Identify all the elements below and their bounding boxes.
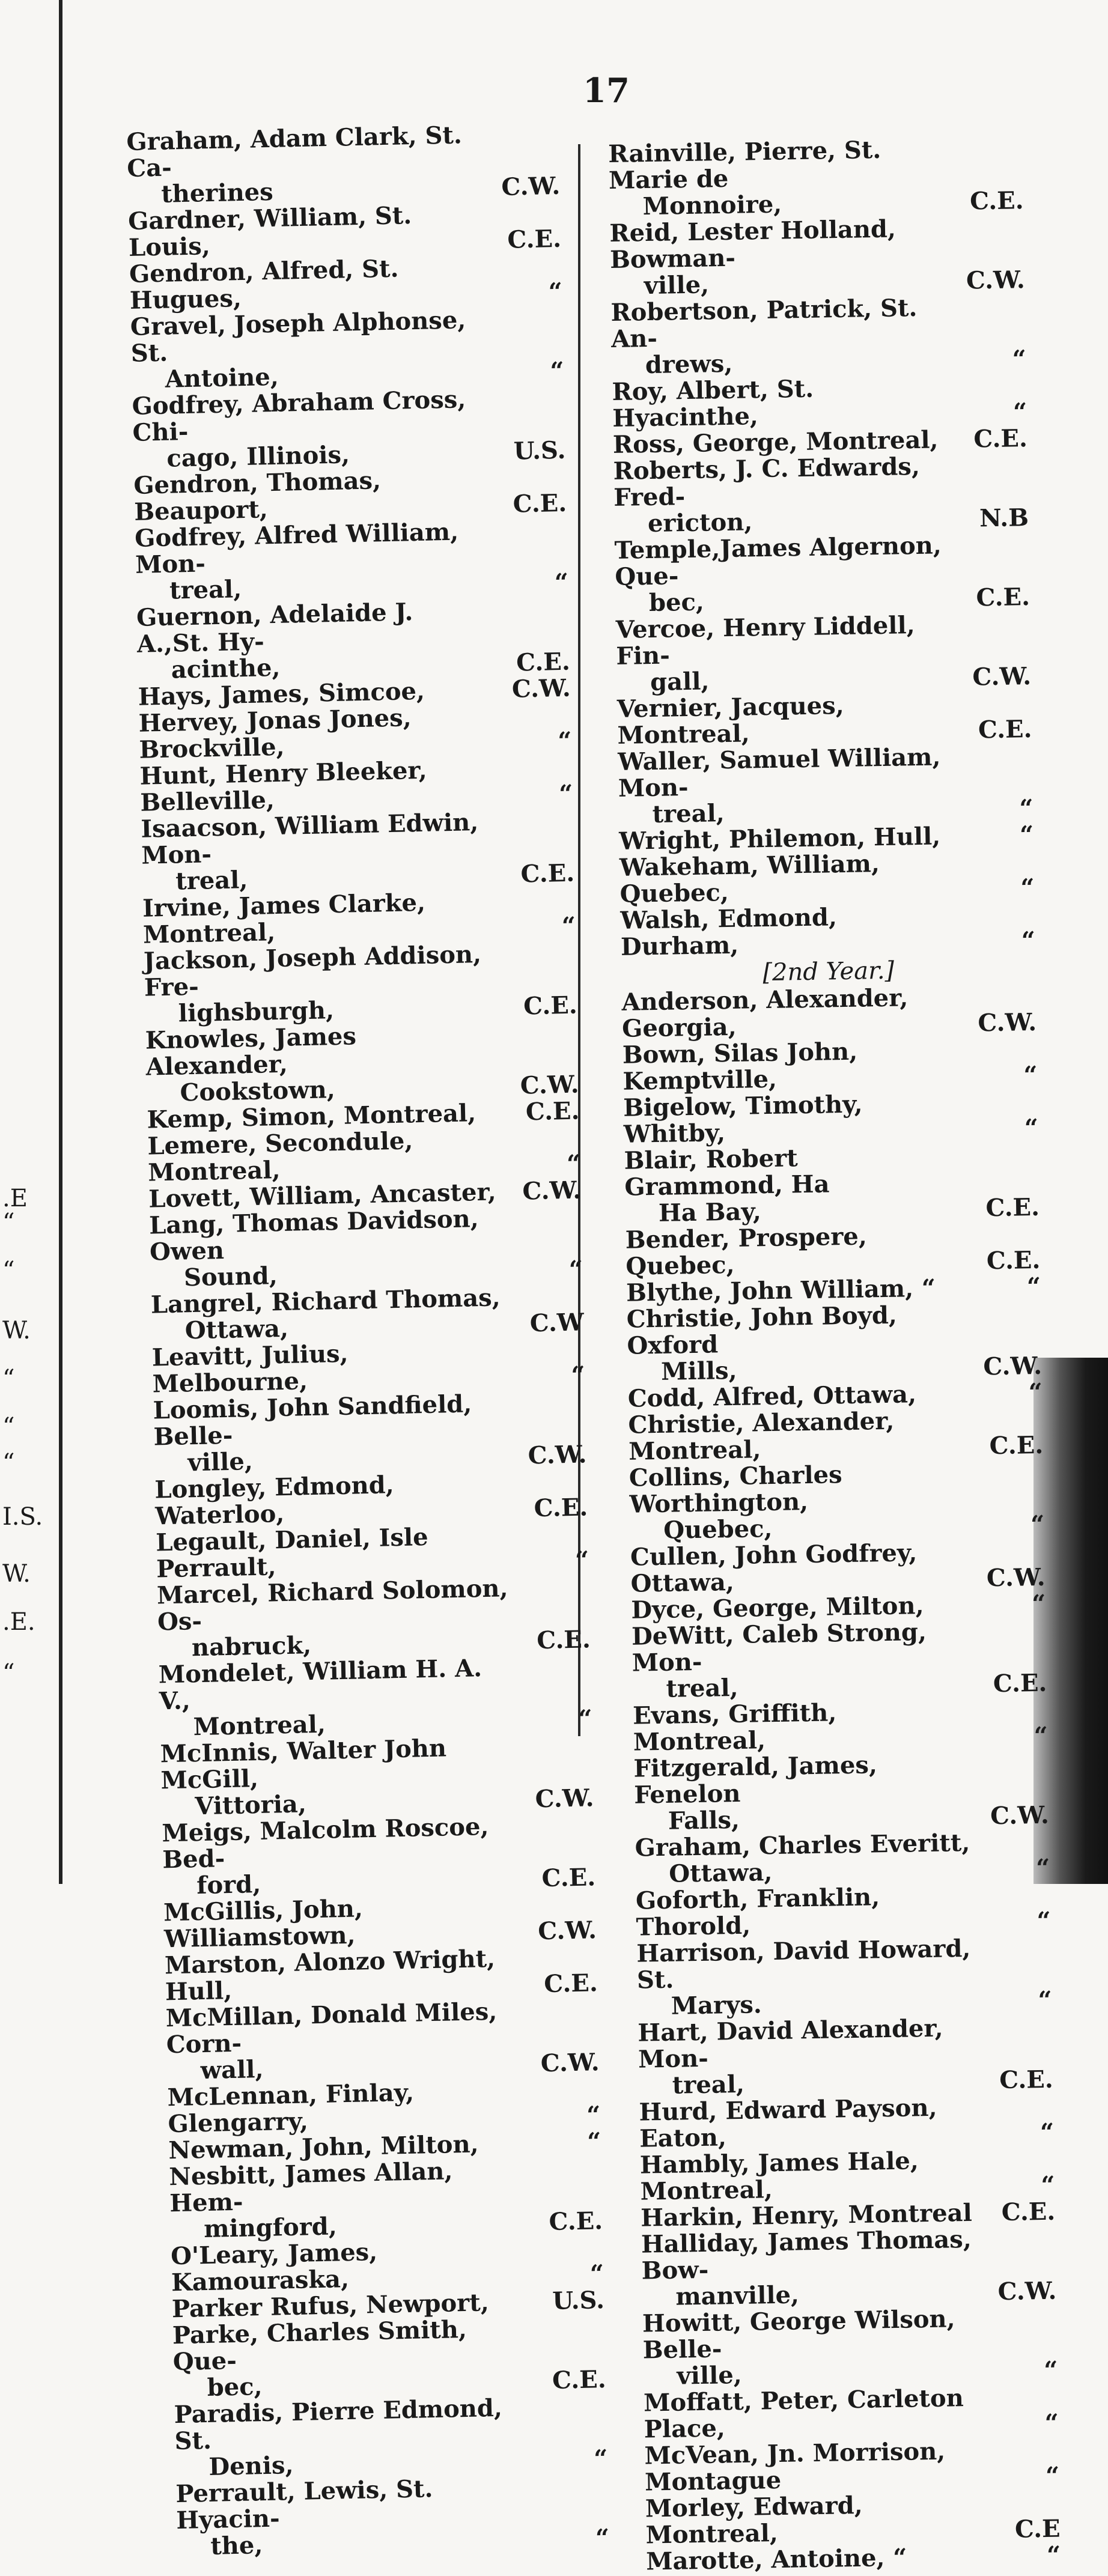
province-code: “ [1028, 1378, 1043, 1407]
student-entry [157, 1573, 591, 1662]
student-entry [156, 1520, 589, 1582]
student-entry [158, 1653, 592, 1741]
student-entry [128, 199, 562, 261]
province-code: “ [1036, 1906, 1051, 1936]
entry-name: Mondelet, William H. A. V., [158, 1654, 482, 1716]
province-code: “ [566, 1149, 581, 1179]
margin-fragment: “ [2, 1257, 15, 1284]
year-heading: [2nd Year.] [763, 956, 895, 987]
entry-continuation: ville, [644, 270, 710, 300]
entry-name: Parke, Charles Smith, Que- [172, 2315, 467, 2377]
entry-name: Temple,James Algernon, Que- [614, 531, 942, 591]
student-entry [171, 2234, 604, 2296]
province-code: “ [1021, 926, 1036, 955]
province-code: U.S. [513, 436, 566, 466]
entry-continuation: Quebec, [663, 1514, 773, 1545]
province-code: “ [1026, 1272, 1041, 1301]
province-code: C.E. [536, 1625, 591, 1655]
student-entry [154, 1468, 588, 1530]
province-code: C.W. [990, 1800, 1050, 1830]
province-code: “ [1035, 1853, 1050, 1883]
entry-name: Fitzgerald, James, Fenelon [633, 1751, 878, 1809]
entry-name: Cullen, John Godfrey, Ottawa, [630, 1539, 918, 1598]
province-code: “ [1045, 2461, 1060, 2491]
entry-name: Bender, Prospere, Quebec, [625, 1222, 868, 1281]
student-entry [646, 2542, 1061, 2575]
student-entry [151, 1335, 585, 1397]
entry-name: Marotte, Antoine, “ [645, 2543, 907, 2576]
entry-name: Morley, Edward, Montreal, [645, 2491, 863, 2550]
province-code: “ [1043, 2356, 1058, 2385]
entry-name: Harkin, Henry, Montreal [640, 2198, 973, 2232]
entry-continuation: gall, [650, 667, 710, 697]
entry-name: Parker Rufus, Newport, [171, 2288, 490, 2324]
student-entry [633, 1697, 1048, 1756]
province-code: “ [561, 911, 576, 941]
province-code: “ [548, 277, 563, 306]
student-entry [139, 755, 573, 816]
student-entry [626, 1300, 1042, 1386]
entry-continuation: treal, [652, 799, 725, 828]
entry-name: Leavitt, Julius, Melbourne, [151, 1339, 349, 1399]
student-entry [619, 848, 1035, 908]
student-entry [133, 464, 567, 526]
entry-continuation: Falls, [668, 1805, 740, 1835]
entry-continuation: therines [160, 177, 274, 208]
entry-name: Jackson, Joseph Addison, Fre- [143, 940, 482, 1002]
province-code: “ [593, 2444, 608, 2473]
province-code: C.E. [549, 2207, 603, 2237]
entry-continuation: Antoine, [165, 362, 279, 393]
province-code: “ [1033, 1721, 1049, 1751]
entry-continuation: the, [210, 2531, 263, 2560]
entry-name: Robertson, Patrick, St. An- [610, 293, 918, 353]
entry-name: Vercoe, Henry Liddell, Fin- [615, 611, 915, 670]
entry-continuation: ville, [187, 1447, 254, 1477]
province-code: C.E. [985, 1192, 1040, 1223]
entry-name: Isaacson, William Edwin, Mon- [140, 807, 479, 870]
province-code: C.E. [513, 488, 567, 518]
student-entry [165, 1996, 600, 2085]
entry-name: Hays, James, Simcoe, [138, 676, 425, 711]
entry-continuation: bec, [207, 2372, 263, 2402]
entry-name: Harrison, David Howard, St. [636, 1934, 971, 1994]
student-entry [629, 1459, 1045, 1545]
entry-name: Moffatt, Peter, Carleton Place, [643, 2384, 964, 2444]
entry-name: Hurd, Edward Payson, Eaton, [639, 2093, 937, 2153]
student-entry [633, 1749, 1049, 1835]
entry-name: Wright, Philemon, Hull, [618, 822, 941, 855]
student-entry [169, 2155, 603, 2243]
province-code: “ [1041, 2170, 1055, 2200]
entry-continuation: Monnoire, [642, 190, 782, 221]
student-entry [609, 214, 1025, 300]
entry-name: Roy, Albert, St. Hyacinthe, [612, 374, 814, 433]
entry-name: Bigelow, Timothy, Whitby, [622, 1090, 863, 1149]
entry-name: Irvine, James Clarke, Montreal, [142, 888, 426, 949]
entry-continuation: ville, [677, 2360, 743, 2390]
entry-continuation: Vittoria, [194, 1790, 307, 1821]
province-code: C.E. [520, 858, 575, 889]
student-entry [175, 2472, 610, 2560]
entry-name: Guernon, Adelaide J. A.,St. Hy- [136, 598, 413, 658]
student-entry [141, 807, 575, 896]
entry-continuation: ford, [196, 1870, 261, 1900]
entry-name: Vernier, Jacques, Montreal, [616, 691, 844, 750]
student-entry [644, 2437, 1059, 2496]
province-code: C.W. [535, 1784, 594, 1814]
entry-name: Wakeham, William, Quebec, [619, 849, 880, 908]
student-entry [145, 1019, 579, 1107]
student-entry [162, 1811, 596, 1900]
entry-name: Goforth, Franklin, Thorold, [635, 1883, 880, 1942]
province-code: C.W. [528, 1440, 587, 1470]
entry-name: Blythe, John William, “ [626, 1274, 936, 1307]
entry-continuation: Ottawa, [184, 1314, 289, 1345]
entry-name: Gardner, William, St. Louis, [127, 201, 412, 262]
entry-name: McVean, Jn. Morrison, Montague [644, 2437, 946, 2497]
entry-name: Christie, Alexander, Montreal, [628, 1406, 895, 1466]
entry-continuation: Montreal, [193, 1710, 326, 1742]
province-code: C.E. [541, 1863, 596, 1893]
student-entry [620, 901, 1035, 961]
margin-fragment: “ [2, 1449, 15, 1477]
province-code: C.E. [552, 2365, 607, 2395]
student-entry [130, 305, 564, 393]
student-entry [172, 2313, 606, 2402]
entry-name: Graham, Charles Everitt, [635, 1828, 970, 1862]
entry-name: Longley, Edmond, Waterloo, [154, 1471, 395, 1531]
student-entry [625, 1221, 1040, 1280]
entry-name: Reid, Lester Holland, Bowman- [609, 214, 896, 274]
entry-continuation: nabruck, [191, 1631, 312, 1662]
province-code: C.E. [1001, 2197, 1056, 2227]
student-entry [160, 1732, 594, 1820]
province-code: C.E [1014, 2514, 1061, 2544]
entry-name: McGillis, John, Williamstown, [163, 1894, 364, 1954]
margin-fragment: “ [2, 1659, 15, 1687]
student-entry [624, 1141, 1040, 1227]
province-code: “ [1020, 873, 1035, 902]
student-entry [138, 702, 572, 764]
entry-name: Bown, Silas John, Kemptville, [622, 1037, 858, 1096]
province-code: C.E. [993, 1668, 1047, 1698]
student-entry [165, 1943, 598, 2005]
entry-name: Halliday, James Thomas, Bow- [641, 2225, 972, 2285]
province-code: C.W. [997, 2276, 1057, 2306]
entry-continuation: Ottawa, [668, 1858, 773, 1888]
entry-name: Hambly, James Hale, Montreal, [639, 2146, 919, 2206]
province-code: “ [1031, 1589, 1046, 1618]
student-entry [621, 983, 1036, 1042]
student-entry [126, 120, 561, 208]
entry-continuation: cago, Illinois, [166, 440, 350, 473]
margin-fragment: “ [2, 1413, 15, 1441]
entry-name: Graham, Adam Clark, St. Ca- [126, 121, 463, 183]
student-entry [638, 2014, 1053, 2100]
entry-name: Howitt, George Wilson, Belle- [642, 2304, 955, 2365]
student-entry [608, 135, 1024, 220]
student-entry [628, 1406, 1043, 1465]
student-entry [636, 1882, 1051, 1941]
entry-name: Meigs, Malcolm Roscoe, Bed- [161, 1812, 489, 1874]
student-entry [612, 372, 1027, 432]
student-entry [618, 743, 1033, 828]
entry-name: Gravel, Joseph Alphonse, St. [130, 306, 466, 368]
student-entry [174, 2393, 608, 2481]
margin-fragment: .E. [2, 1608, 35, 1636]
province-code: C.W. [520, 1070, 579, 1100]
province-code: “ [578, 1704, 593, 1733]
entry-continuation: drews, [645, 349, 733, 380]
province-code: C.E. [989, 1430, 1044, 1460]
province-code: “ [1044, 2408, 1059, 2438]
entry-name: Christie, John Boyd, Oxford [626, 1301, 898, 1360]
entry-name: Codd, Alfred, Ottawa, [627, 1380, 917, 1413]
province-code: C.W. [983, 1351, 1043, 1381]
left-column [126, 120, 610, 2560]
entry-name: Roberts, J. C. Edwards, Fred- [613, 452, 921, 512]
province-code: C.E. [523, 991, 578, 1021]
student-entry [144, 940, 578, 1028]
entry-name: DeWitt, Caleb Strong, Mon- [631, 1617, 927, 1677]
entry-name: Lovett, William, Ancaster, [148, 1177, 497, 1214]
entry-continuation: mingford, [203, 2212, 338, 2244]
page-number: 17 [583, 71, 630, 111]
province-code: “ [1019, 794, 1033, 823]
province-code: “ [1012, 398, 1027, 427]
entry-name: Marston, Alonzo Wright, Hull, [164, 1944, 496, 2006]
province-code: U.S. [552, 2286, 605, 2315]
student-entry [129, 252, 563, 314]
entry-continuation: wall, [200, 2055, 264, 2085]
province-code: “ [1040, 2118, 1055, 2147]
province-code: “ [589, 2259, 604, 2288]
student-entry [149, 1204, 583, 1292]
entry-name: Nesbitt, James Allan, Hem- [168, 2157, 453, 2218]
entry-name: Rainville, Pierre, St. Marie de [607, 135, 881, 195]
student-entry [636, 1934, 1052, 2020]
province-code: “ [558, 779, 573, 809]
student-entry [640, 2146, 1055, 2205]
entry-continuation: Cookstown, [180, 1075, 336, 1107]
province-code: C.E. [976, 583, 1030, 612]
entry-name: Langrel, Richard Thomas, [150, 1283, 501, 1319]
margin-fragment: “ [2, 1209, 15, 1236]
province-code: C.E. [986, 1245, 1041, 1275]
province-code: “ [1019, 821, 1034, 849]
student-entry [613, 452, 1029, 538]
previous-page-margin [0, 1177, 58, 1718]
province-code: “ [574, 1546, 589, 1575]
margin-fragment: W. [2, 1317, 31, 1344]
province-code: “ [1046, 2541, 1061, 2570]
entry-name: Marcel, Richard Solomon, Os- [156, 1574, 508, 1636]
entry-name: Perrault, Lewis, St. Hyacin- [175, 2474, 433, 2535]
entry-name: Walsh, Edmond, Durham, [620, 903, 838, 961]
entry-continuation: bec, [648, 588, 705, 618]
province-code: C.W. [511, 673, 571, 703]
province-code: C.E. [507, 224, 562, 254]
student-entry [610, 293, 1026, 379]
entry-name: Godfrey, Abraham Cross, Chi- [132, 385, 466, 447]
province-code: “ [557, 726, 572, 756]
student-entry [614, 531, 1030, 617]
province-code: C.W [529, 1308, 585, 1338]
entry-name: Legault, Daniel, Isle Perrault, [155, 1522, 429, 1584]
student-entry [635, 1829, 1050, 1888]
province-code: C.W. [522, 1176, 582, 1206]
entry-name: McLennan, Finlay, Glengarry, [167, 2078, 415, 2139]
province-code: C.E. [534, 1493, 588, 1523]
student-entry [632, 1617, 1047, 1703]
entry-continuation: Mills, [660, 1356, 737, 1386]
entry-continuation: Marys. [671, 1990, 763, 2020]
student-entry [622, 1036, 1038, 1095]
entry-name: Hunt, Henry Bleeker, Belleville, [139, 756, 427, 817]
province-code: “ [550, 356, 565, 386]
student-entry [136, 596, 571, 684]
student-entry [615, 610, 1031, 696]
entry-name: Ross, George, Montreal, [612, 425, 939, 459]
entry-continuation: lighsburgh, [178, 996, 335, 1028]
student-entry [641, 2225, 1057, 2311]
province-code: “ [554, 568, 569, 597]
margin-fragment: .E [2, 1185, 28, 1212]
province-code: “ [595, 2524, 610, 2553]
province-code: C.E. [543, 1969, 598, 1999]
province-code: “ [571, 1361, 586, 1390]
entry-name: Blair, Robert Grammond, Ha [624, 1144, 830, 1201]
province-code: “ [1024, 1113, 1039, 1143]
entry-name: Hervey, Jonas Jones, Brockville, [138, 703, 412, 764]
province-code: C.E. [525, 1096, 580, 1126]
province-code: C.E. [516, 647, 571, 677]
province-code: N.B [979, 503, 1029, 533]
student-entry [617, 690, 1032, 749]
province-code: “ [1012, 345, 1027, 374]
province-code: C.W. [978, 1007, 1037, 1037]
province-code: C.E. [973, 424, 1028, 454]
province-code: “ [586, 2101, 601, 2130]
entry-continuation: Ha Bay, [658, 1197, 762, 1227]
student-entry [645, 2489, 1061, 2549]
entry-name: Dyce, George, Milton, [631, 1591, 924, 1624]
student-entry [630, 1538, 1046, 1597]
entry-name: Loomis, John Sandfield, Belle- [153, 1390, 472, 1451]
province-code: C.E. [969, 186, 1024, 216]
entry-continuation: Denis, [209, 2451, 294, 2481]
student-entry [639, 2093, 1054, 2152]
entry-name: Knowles, James Alexander, [145, 1022, 357, 1081]
entry-name: McMillan, Donald Miles, Corn- [165, 1997, 498, 2059]
right-column [608, 135, 1061, 2575]
entry-name: McInnis, Walter John McGill, [160, 1734, 447, 1795]
entry-name: Newman, John, Milton, [168, 2130, 479, 2165]
province-code: C.W. [537, 1916, 597, 1946]
margin-fragment: “ [2, 1365, 15, 1393]
province-code: C.W. [986, 1563, 1046, 1593]
entry-name: Collins, Charles Worthington, [629, 1460, 842, 1519]
province-code: “ [1038, 1985, 1053, 2015]
province-code: C.W. [966, 266, 1026, 295]
student-entry [642, 2304, 1058, 2390]
entry-name: Paradis, Pierre Edmond, St. [174, 2393, 503, 2456]
student-entry [153, 1388, 587, 1477]
student-entry [147, 1125, 581, 1186]
margin-fragment: I.S. [2, 1503, 43, 1531]
student-entry [167, 2076, 601, 2137]
entry-name: Gendron, Alfred, St. Hugues, [129, 254, 399, 315]
student-entry [142, 887, 576, 949]
student-entry [623, 1089, 1038, 1148]
student-entry [135, 517, 569, 605]
entry-continuation: treal, [672, 2070, 745, 2100]
entry-continuation: ericton, [647, 508, 753, 538]
province-code: C.W. [501, 171, 561, 201]
entry-continuation: treal, [175, 866, 248, 896]
entry-continuation: Sound, [183, 1262, 278, 1292]
entry-name: Anderson, Alexander, Georgia, [621, 983, 909, 1043]
province-code: C.W. [972, 662, 1032, 691]
student-entry [151, 1283, 585, 1344]
province-code: C.E. [978, 715, 1032, 744]
province-code: “ [568, 1255, 583, 1284]
province-code: “ [1023, 1060, 1038, 1090]
entry-name: O'Leary, James, Kamouraska, [170, 2238, 378, 2297]
student-entry [163, 1891, 597, 1952]
student-entry [644, 2384, 1059, 2443]
binding-edge [59, 0, 62, 1884]
entry-name: Gendron, Thomas, Beauport, [133, 466, 382, 526]
entry-name: Lemere, Secondule, Montreal, [147, 1126, 413, 1187]
entry-continuation: acinthe, [171, 653, 281, 684]
entry-name: Waller, Samuel William, Mon- [617, 743, 941, 803]
province-code: C.E. [999, 2065, 1054, 2095]
entry-name: Kemp, Simon, Montreal, [147, 1099, 476, 1134]
entry-continuation: treal, [666, 1673, 738, 1703]
entry-name: Evans, Griffith, Montreal, [632, 1698, 837, 1757]
margin-fragment: W. [2, 1560, 31, 1588]
province-code: “ [586, 2127, 601, 2156]
province-code: C.W. [540, 2048, 600, 2078]
province-code: “ [1030, 1510, 1045, 1539]
entry-name: Godfrey, Alfred William, Mon- [134, 517, 459, 579]
entry-name: Lang, Thomas Davidson, Owen [148, 1204, 479, 1266]
student-entry [132, 384, 566, 473]
entry-continuation: treal, [169, 575, 242, 605]
entry-name: Hart, David Alexander, Mon- [638, 2014, 943, 2074]
entry-continuation: manville, [675, 2280, 800, 2311]
